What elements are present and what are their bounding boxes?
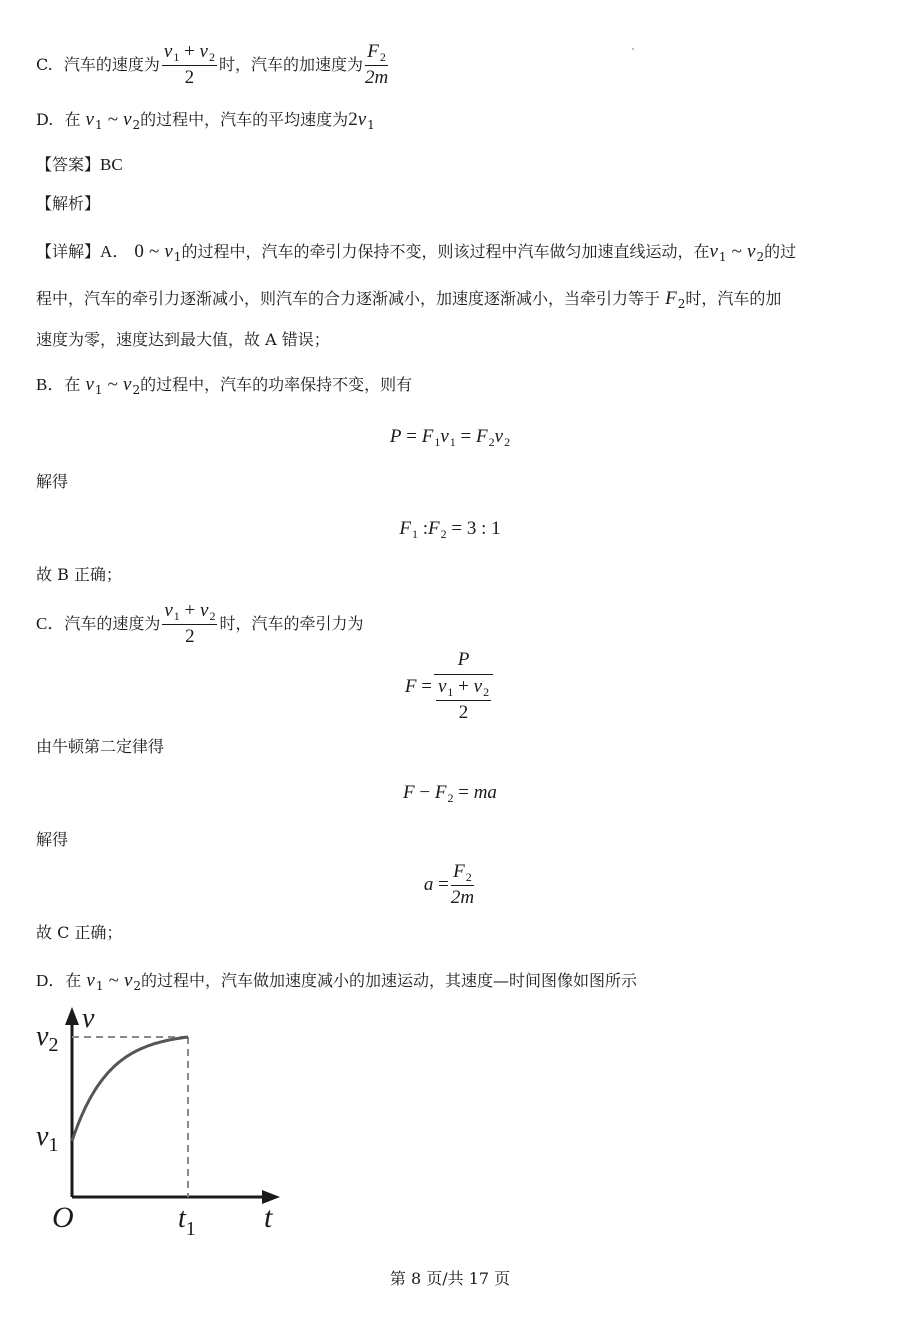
- coefficient: 2: [348, 109, 358, 130]
- var-v: v: [357, 109, 367, 130]
- var-P: P: [457, 649, 470, 670]
- plus-sign: +: [184, 41, 195, 62]
- equals: =: [451, 518, 463, 539]
- subscript: 1: [173, 609, 180, 623]
- equals: =: [421, 675, 432, 697]
- part-label: C．: [36, 613, 65, 633]
- solve-line-c: [36, 832, 68, 848]
- scan-speck: [632, 48, 634, 50]
- var-F: F: [453, 861, 465, 882]
- detail-a-line1: [36, 241, 797, 264]
- analysis-line: [36, 196, 100, 212]
- ratio-value: 3 : 1: [466, 518, 501, 539]
- conclusion-text: 故 B 正确；: [36, 565, 122, 584]
- var-v: v: [123, 374, 132, 395]
- var-F: F: [399, 518, 411, 539]
- detail-text: 速度为零，速度达到最大值，故 A 错误；: [36, 330, 330, 349]
- detail-text: 时，汽车的加: [685, 289, 782, 308]
- fraction-accel: [451, 862, 474, 909]
- tilde: ~: [148, 241, 160, 262]
- fraction-force: [434, 650, 493, 724]
- tilde: ~: [107, 374, 118, 395]
- var-v: v: [85, 374, 94, 395]
- solve-text: 解得: [36, 830, 69, 849]
- part-label: B．: [36, 375, 65, 394]
- option-text: 在: [64, 110, 81, 129]
- var-F: F: [403, 782, 415, 803]
- option-text: 的过程中，汽车的平均速度为: [140, 110, 349, 129]
- var-a: a: [423, 874, 434, 896]
- option-text: 汽车的速度为: [63, 54, 160, 74]
- detail-text: 的过: [764, 242, 797, 261]
- part-label: D．: [36, 971, 66, 990]
- y-axis-label: v: [82, 1005, 95, 1034]
- equals: =: [458, 782, 469, 803]
- subscript: 2: [677, 297, 686, 311]
- colon: :: [422, 518, 429, 539]
- denominator: 2: [458, 701, 469, 723]
- subscript: 2: [483, 684, 490, 699]
- inner-fraction: [436, 677, 491, 724]
- subscript: 1: [95, 979, 104, 993]
- newton-text: 由牛顿第二定律得: [36, 737, 165, 756]
- var-v: v: [437, 675, 447, 697]
- subscript: 1: [434, 435, 441, 449]
- var-v: v: [494, 426, 504, 447]
- subscript: 1: [94, 118, 103, 132]
- solve-text: 解得: [36, 472, 69, 491]
- part-text: 的过程中，汽车做加速度减小的加速运动，其速度—时间图像如图所示: [141, 971, 638, 990]
- subscript: 2: [440, 527, 447, 541]
- v2-subscript: 2: [48, 1034, 59, 1056]
- subscript: 2: [133, 979, 142, 993]
- part-d-line: [36, 970, 638, 993]
- part-text: 汽车的速度为: [64, 613, 161, 633]
- var-F: F: [476, 426, 488, 447]
- detail-label: 【详解】: [36, 242, 101, 261]
- part-label: A．: [100, 242, 130, 261]
- var-F: F: [434, 782, 447, 803]
- subscript: 1: [367, 118, 375, 132]
- denominator: 2: [185, 625, 195, 647]
- var-v: v: [85, 109, 94, 130]
- analysis-label: 【解析】: [36, 194, 101, 213]
- equals: =: [406, 426, 417, 447]
- var-v: v: [123, 109, 132, 130]
- var-F: F: [428, 518, 440, 539]
- denominator: 2m: [450, 886, 475, 908]
- answer-value: BC: [100, 155, 123, 174]
- detail-a-line3: [36, 332, 330, 348]
- formula-power: [0, 426, 900, 448]
- fraction-accel: [365, 42, 388, 89]
- var-v: v: [473, 675, 483, 697]
- var-v: v: [164, 241, 173, 262]
- subscript: 2: [132, 118, 141, 132]
- option-label: D.: [36, 110, 54, 129]
- tilde: ~: [108, 970, 119, 991]
- var-P: P: [389, 426, 402, 447]
- v1-subscript: 1: [48, 1134, 59, 1156]
- part-text: 时，汽车的牵引力为: [219, 613, 364, 633]
- fraction-v-avg: [162, 42, 217, 89]
- var-v: v: [440, 426, 449, 447]
- denominator: 2: [184, 66, 195, 88]
- y-axis-arrow: [65, 1007, 79, 1025]
- tilde: ~: [731, 241, 742, 262]
- subscript: 2: [379, 50, 386, 64]
- subscript: 2: [488, 435, 495, 449]
- var-F: F: [367, 41, 379, 62]
- solve-line-b: [36, 474, 68, 490]
- page-number: 第 8 页/共 17 页: [389, 1269, 511, 1288]
- tilde: ~: [107, 109, 118, 130]
- v2-label: [36, 1021, 58, 1056]
- detail-a-line2: [36, 288, 782, 311]
- part-b-line: [36, 374, 413, 397]
- option-label: C.: [36, 54, 53, 74]
- subscript: 1: [718, 250, 727, 264]
- t1-var: t: [178, 1203, 186, 1234]
- var-F: F: [404, 675, 417, 697]
- subscript: 2: [504, 435, 511, 449]
- part-c-line: [36, 601, 363, 648]
- t1-subscript: 1: [185, 1218, 196, 1240]
- subscript: 2: [447, 791, 454, 805]
- t1-label: [178, 1203, 196, 1240]
- subscript: 1: [173, 250, 182, 264]
- newton-line: [36, 739, 164, 755]
- var-v: v: [163, 41, 173, 62]
- page-footer: [0, 1266, 900, 1289]
- subscript: 2: [208, 50, 215, 64]
- var-v: v: [86, 970, 95, 991]
- subscript: 1: [447, 684, 454, 699]
- conclusion-b: [36, 567, 122, 583]
- conclusion-c: [36, 925, 122, 941]
- formula-accel: [0, 862, 900, 909]
- subscript: 1: [173, 50, 180, 64]
- equals: =: [460, 426, 472, 447]
- var-v: v: [747, 241, 756, 262]
- subscript: 1: [411, 527, 418, 541]
- detail-text: 程中，汽车的牵引力逐渐减小，则汽车的合力逐渐减小，加速度逐渐减小，当牵引力等于: [36, 289, 661, 308]
- subscript: 1: [94, 383, 103, 397]
- subscript: 2: [132, 383, 141, 397]
- option-d: [36, 109, 375, 132]
- formula-ratio: [0, 518, 900, 540]
- plus-sign: +: [184, 600, 196, 621]
- var-v: v: [709, 241, 718, 262]
- zero: 0: [134, 241, 144, 262]
- detail-text: 的过程中，汽车的牵引力保持不变，则该过程中汽车做匀加速直线运动，在: [181, 242, 710, 261]
- v2-var: v: [36, 1021, 49, 1052]
- part-text: 在: [64, 375, 81, 394]
- part-text: 的过程中，汽车的功率保持不变，则有: [140, 375, 413, 394]
- subscript: 2: [756, 250, 765, 264]
- part-text: 在: [65, 971, 82, 990]
- option-c: [36, 42, 390, 89]
- option-text: 时，汽车的加速度为: [218, 54, 363, 74]
- var-v: v: [200, 600, 209, 621]
- conclusion-text: 故 C 正确；: [36, 923, 123, 942]
- fraction-v-avg: [162, 601, 217, 648]
- answer-label: 【答案】: [36, 155, 101, 174]
- plus-sign: +: [458, 675, 469, 697]
- subscript: 2: [465, 870, 472, 884]
- v1-var: v: [36, 1121, 49, 1152]
- velocity-time-graph: [30, 1005, 290, 1245]
- var-ma: ma: [473, 782, 497, 803]
- v1-label: [36, 1121, 58, 1156]
- equals: =: [438, 874, 449, 896]
- velocity-curve: [72, 1037, 188, 1141]
- var-v: v: [199, 41, 208, 62]
- denominator: 2m: [364, 66, 389, 88]
- var-v: v: [123, 970, 133, 991]
- subscript: 2: [209, 609, 216, 623]
- formula-newton: [0, 782, 900, 804]
- var-F: F: [665, 288, 677, 309]
- formula-force: [0, 650, 900, 724]
- subscript: 1: [449, 435, 456, 449]
- var-F: F: [421, 426, 434, 447]
- x-axis-label: t: [264, 1201, 273, 1234]
- origin-label: O: [52, 1201, 74, 1234]
- answer-line: [36, 156, 123, 173]
- var-v: v: [164, 600, 173, 621]
- minus-sign: −: [419, 782, 431, 803]
